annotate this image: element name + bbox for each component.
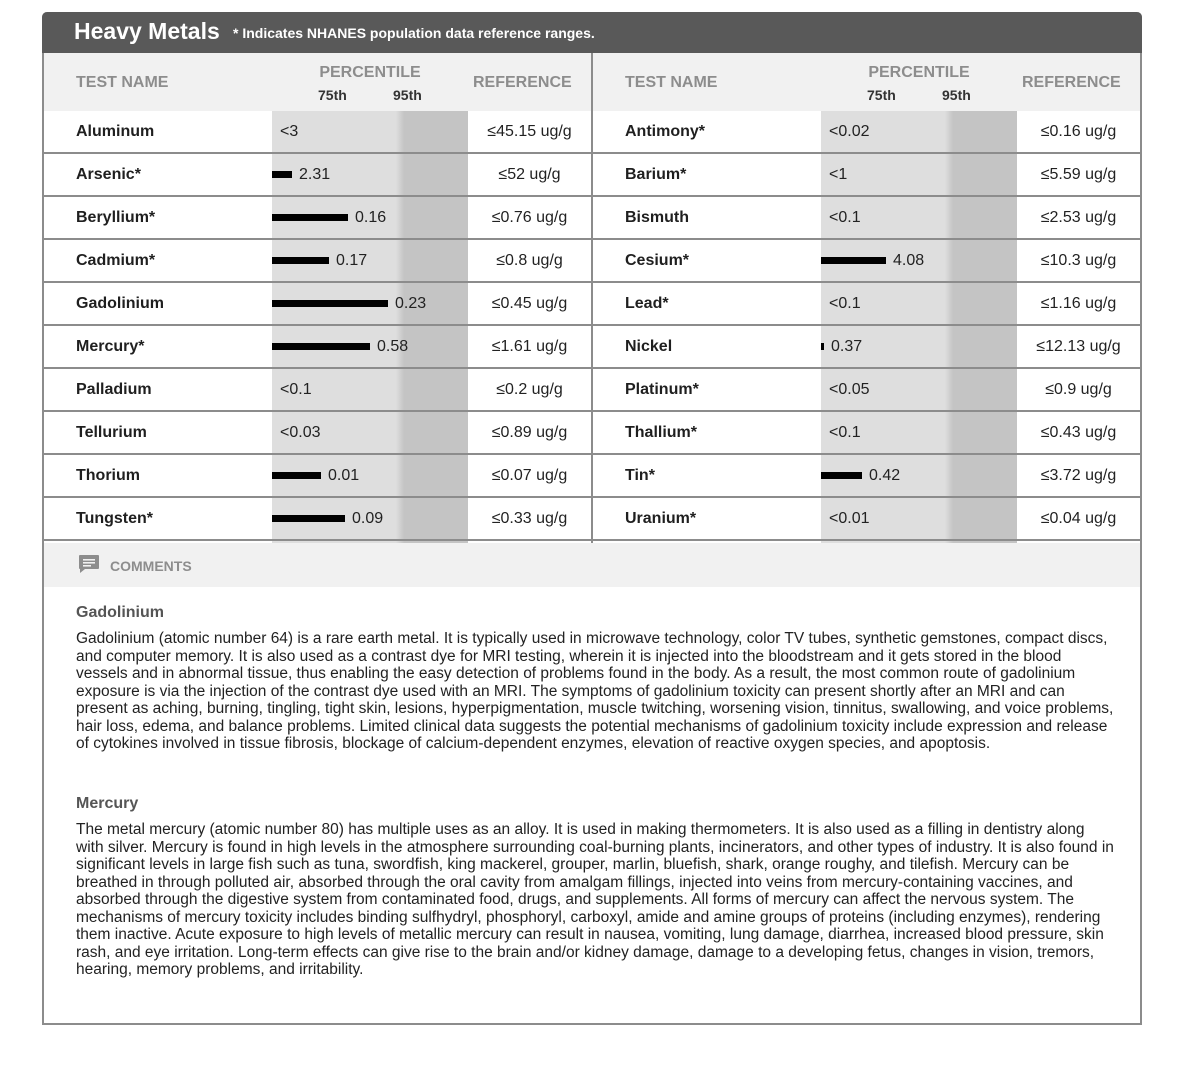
- result-value: <0.1: [280, 381, 312, 398]
- table-row: [44, 498, 591, 541]
- result-value: <1: [829, 166, 848, 183]
- test-name: Beryllium*: [76, 209, 156, 226]
- test-name: Lead*: [625, 295, 669, 312]
- test-name: Gadolinium: [76, 295, 164, 312]
- result-value: 0.37: [831, 338, 863, 355]
- heavy-metals-card: [42, 12, 1142, 1025]
- result-value: <3: [280, 123, 299, 140]
- table-row: [593, 498, 1140, 541]
- comment-body-mercury: The metal mercury (atomic number 80) has multiple uses as an alloy. It is used in making thermometers. It is also used as a filling in dentistry along with silver. Mercury is found in high levels in the atmosphere surrounding coal-burning plants, incinerators, and other types of industry. It is also found in significant levels in large fish such as tuna, swordfish, king mackerel, grouper, marlin, bluefish, shark, orange roughy, and tilefish. Mercury can be breathed in through polluted air, absorbed through the oral cavity from amalgam fillings, injected into veins from mercury-containing vaccines, and absorbed through the digestive system from contaminated food, drugs, and supplements. All forms of mercury can affect the nervous system. The mechanisms of mercury toxicity includes binding sulfhydryl, phosphoryl, carboxyl, amide and amine groups of proteins (including enzymes), rendering them inactive. Acute exposure to high levels of metallic mercury can result in nausea, vomiting, lung damage, diarrhea, increased blood pressure, skin rash, and eye irritation. Long-term effects can give rise to the brain and/or kidney damage, damage to a developing fetus, changes in vision, tremors, hearing, memory problems, and irritability.: [76, 821, 1114, 978]
- reference-range: ≤10.3 ug/g: [1040, 252, 1117, 269]
- table-row: [44, 326, 591, 369]
- test-name: Palladium: [76, 381, 152, 398]
- table-row: [44, 369, 591, 412]
- result-value: 0.42: [869, 467, 901, 484]
- test-name: Bismuth: [625, 209, 689, 226]
- reference-range: ≤0.07 ug/g: [491, 467, 568, 484]
- percentile-header: PERCENTILE: [868, 64, 970, 81]
- percentile-header: PERCENTILE: [319, 64, 421, 81]
- percentile-95-label: 95th: [942, 87, 971, 103]
- result-bar: [272, 515, 345, 522]
- result-value: <0.1: [829, 295, 861, 312]
- test-name: Antimony*: [625, 123, 705, 140]
- test-name: Cadmium*: [76, 252, 156, 269]
- result-value: 0.17: [336, 252, 368, 269]
- test-name: Tellurium: [76, 424, 147, 441]
- table-header: [44, 53, 591, 111]
- table-row: [593, 283, 1140, 326]
- percentile-95-label: 95th: [393, 87, 422, 103]
- result-value: 0.16: [355, 209, 387, 226]
- test-name: Barium*: [625, 166, 687, 183]
- reference-range: ≤3.72 ug/g: [1040, 467, 1117, 484]
- comment-title-mercury: Mercury: [76, 795, 139, 812]
- comments-header: [44, 543, 1140, 587]
- result-value: 2.31: [299, 166, 331, 183]
- test-name-header: TEST NAME: [76, 74, 169, 91]
- table-row: [593, 197, 1140, 240]
- percentile-75-label: 75th: [318, 87, 347, 103]
- reference-range: ≤12.13 ug/g: [1036, 338, 1121, 355]
- result-bar: [272, 214, 348, 221]
- test-name: Nickel: [625, 338, 673, 355]
- reference-range: ≤1.61 ug/g: [491, 338, 568, 355]
- result-value: 4.08: [893, 252, 925, 269]
- table-row: [593, 326, 1140, 369]
- result-bar: [272, 257, 329, 264]
- reference-range: ≤0.76 ug/g: [491, 209, 568, 226]
- comment-icon: [78, 554, 100, 574]
- reference-range: ≤0.45 ug/g: [491, 295, 568, 312]
- table-row: [44, 455, 591, 498]
- result-value: 0.09: [352, 510, 384, 527]
- test-name: Uranium*: [625, 510, 697, 527]
- reference-range: ≤0.43 ug/g: [1040, 424, 1117, 441]
- test-name: Thorium: [76, 467, 140, 484]
- nhanes-note: * Indicates NHANES population data reference ranges.: [233, 25, 595, 41]
- table-row: [593, 240, 1140, 283]
- result-bar: [821, 257, 886, 264]
- reference-header: REFERENCE: [473, 74, 572, 91]
- result-bar: [821, 343, 824, 350]
- result-bar: [821, 472, 862, 479]
- row-divider: [44, 539, 591, 541]
- test-name: Aluminum: [76, 123, 155, 140]
- reference-header: REFERENCE: [1022, 74, 1121, 91]
- reference-range: ≤5.59 ug/g: [1040, 166, 1117, 183]
- test-name: Tin*: [625, 467, 655, 484]
- reference-range: ≤2.53 ug/g: [1040, 209, 1117, 226]
- comments-label: COMMENTS: [110, 558, 192, 574]
- results-table-right: [593, 53, 1140, 543]
- result-value: 0.23: [395, 295, 427, 312]
- result-value: <0.01: [829, 510, 870, 527]
- test-name: Arsenic*: [76, 166, 141, 183]
- result-value: <0.05: [829, 381, 870, 398]
- test-name-header: TEST NAME: [625, 74, 718, 91]
- table-row: [44, 111, 591, 154]
- comment-title-gadolinium: Gadolinium: [76, 604, 164, 621]
- table-row: [44, 283, 591, 326]
- result-bar: [272, 300, 388, 307]
- table-row: [593, 111, 1140, 154]
- result-value: 0.01: [328, 467, 360, 484]
- results-table: [44, 53, 1140, 543]
- result-bar: [272, 472, 321, 479]
- table-header: [593, 53, 1140, 111]
- test-name: Cesium*: [625, 252, 690, 269]
- result-value: <0.1: [829, 424, 861, 441]
- row-divider: [593, 539, 1140, 541]
- reference-range: ≤52 ug/g: [498, 166, 561, 183]
- percentile-75-label: 75th: [867, 87, 896, 103]
- test-name: Mercury*: [76, 338, 145, 355]
- reference-range: ≤0.33 ug/g: [491, 510, 568, 527]
- table-row: [44, 240, 591, 283]
- table-row: [593, 369, 1140, 412]
- title-bar: [42, 12, 1142, 53]
- table-row: [44, 197, 591, 240]
- table-row: [44, 412, 591, 455]
- test-name: Thallium*: [625, 424, 698, 441]
- result-value: <0.02: [829, 123, 870, 140]
- reference-range: ≤0.04 ug/g: [1040, 510, 1117, 527]
- reference-range: ≤1.16 ug/g: [1040, 295, 1117, 312]
- test-name: Tungsten*: [76, 510, 154, 527]
- result-bar: [272, 343, 370, 350]
- reference-range: ≤0.9 ug/g: [1045, 381, 1112, 398]
- test-name: Platinum*: [625, 381, 699, 398]
- reference-range: ≤0.89 ug/g: [491, 424, 568, 441]
- table-row: [593, 455, 1140, 498]
- result-value: <0.1: [829, 209, 861, 226]
- table-row: [593, 154, 1140, 197]
- result-value: <0.03: [280, 424, 321, 441]
- results-table-left: [44, 53, 591, 543]
- comment-body-gadolinium: Gadolinium (atomic number 64) is a rare earth metal. It is typically used in microwave technology, color TV tubes, synthetic gemstones, compact discs, and computer memory. It is also used as a contrast dye for MRI testing, wherein it is injected into the bloodstream and it gets stored in the blood vessels and in abnormal tissue, thus enabling the easy detection of problems found in the body. As a result, the most common route of gadolinium exposure is via the injection of the contrast dye used with an MRI. The symptoms of gadolinium toxicity can present shortly after an MRI and can present as aching, burning, tingling, tight skin, lesions, hyperpigmentation, muscle twitching, worsening vision, tinnitus, swallowing, and voice problems, hair loss, edema, and balance problems. Limited clinical data suggests the potential mechanisms of gadolinium toxicity include expression and release of cytokines involved in tissue fibrosis, blockage of calcium-dependent enzymes, elevation of reactive oxygen species, and apoptosis.: [76, 630, 1114, 752]
- reference-range: ≤0.8 ug/g: [496, 252, 563, 269]
- result-bar: [272, 171, 292, 178]
- table-row: [44, 154, 591, 197]
- result-value: 0.58: [377, 338, 409, 355]
- reference-range: ≤45.15 ug/g: [487, 123, 572, 140]
- reference-range: ≤0.16 ug/g: [1040, 123, 1117, 140]
- section-title: Heavy Metals: [74, 18, 220, 44]
- reference-range: ≤0.2 ug/g: [496, 381, 563, 398]
- table-row: [593, 412, 1140, 455]
